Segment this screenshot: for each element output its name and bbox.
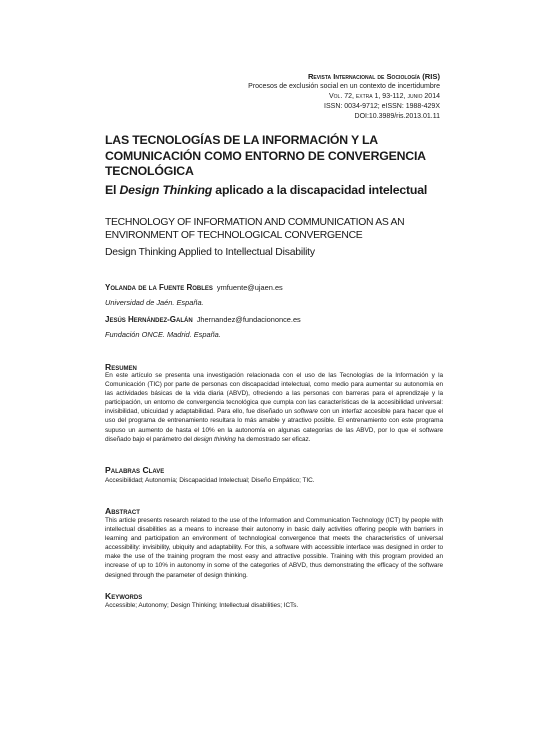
subtitle-spanish: [105, 183, 445, 198]
resumen-italic-2: design thinking: [193, 435, 236, 443]
doi: DOI:10.3989/ris.2013.01.11: [354, 113, 440, 120]
author-2: [105, 315, 445, 325]
keywords-heading: Keywords: [105, 591, 143, 601]
author-email: Jhernandez@fundaciononce.es: [196, 315, 301, 324]
resumen-italic-1: software: [293, 408, 318, 416]
author-name: Jesús Hernández-Galán: [105, 315, 193, 324]
subtitle-spanish-post: aplicado a la discapacidad intelectual: [212, 183, 428, 197]
issue-theme: Procesos de exclusión social en un contexto de incertidumbre: [248, 83, 440, 90]
resumen-text-3: ha demostrado ser eficaz.: [235, 435, 311, 443]
resumen-heading: Resumen: [105, 362, 137, 372]
subtitle-spanish-pre: El: [105, 183, 120, 197]
resumen-text-1: En este artículo se presenta una investigación relacionada con el uso de las Tecnologías de la Información y la Comunicación (TIC) por parte de personas con discapacidad intelectual, como medio para aumentar su autonomía en las actividades básicas de la vida diaria (ABVD), ofreciendo a las personas con barreras para el aprendizaje y la participación, un entorno de convergencia tecnológica que cumpla con las características de la accesibilidad universal: invisibilidad, ubicuidad y adaptabilidad. Para ello, fue diseñado un: [105, 372, 443, 416]
title-spanish: LAS TECNOLOGÍAS DE LA INFORMACIÓN Y LA COMUNICACIÓN COMO ENTORNO DE CONVERGENCIA TECNOLÓGICA: [105, 133, 426, 178]
journal-header: [100, 72, 440, 122]
author-email: ymfuente@ujaen.es: [216, 283, 283, 292]
author-1-affiliation: Universidad de Jaén. España.: [105, 298, 204, 307]
journal-name: Revista Internacional de Sociología (RIS): [307, 72, 440, 81]
subtitle-english: Design Thinking Applied to Intellectual Disability: [105, 247, 315, 258]
author-1: [105, 283, 445, 293]
subtitle-spanish-italic: Design Thinking: [119, 183, 213, 197]
abstract-heading: Abstract: [105, 506, 140, 516]
author-name: Yolanda de la Fuente Robles: [105, 283, 213, 292]
volume-info: Vol. 72, extra 1, 93-112, junio 2014: [329, 93, 440, 100]
issn: ISSN: 0034-9712; eISSN: 1988-429X: [324, 103, 440, 110]
title-english: TECHNOLOGY OF INFORMATION AND COMMUNICATION AS AN ENVIRONMENT OF TECHNOLOGICAL CONVERGENCE: [105, 217, 405, 241]
resumen-text-2: con un interfaz accesible para hacer que el uso del programa de entrenamiento resultara lo más amable y atractivo posible. El entrenamiento con este programa supuso un aumento de hasta el 10% en la autonomía en algunas categorías de las ABVD, por lo que el software diseñado bajo el parámetro del: [105, 408, 443, 443]
author-2-affiliation: Fundación ONCE. Madrid. España.: [105, 330, 221, 339]
resumen-body: [105, 371, 443, 444]
abstract-body: This article presents research related to the use of the Information and Communication Technology (ICT) by people with intellectual disabilities as a means to increase their autonomy in basic daily activities offering people with barriers in learning and participation an environment of technological convergence that meets the characteristics of universal accessibility: invisibility, ubiquity and adaptability. For this, a software with accessible interface was designed in order to make the use of the training program the most easy and attractive possible. Training with this program provided an increase of up to 10% in autonomy in some of the categories of ABVD, thus demonstrating the efficacy of the software designed through the parameter of design thinking.: [105, 517, 443, 579]
palabras-clave-body: Accesibilidad; Autonomía; Discapacidad Intelectual; Diseño Empático; TIC.: [105, 477, 315, 484]
keywords-body: Accessible; Autonomy; Design Thinking; Intellectual disabilities; ICTs.: [105, 602, 299, 609]
palabras-clave-heading: Palabras Clave: [105, 465, 165, 475]
